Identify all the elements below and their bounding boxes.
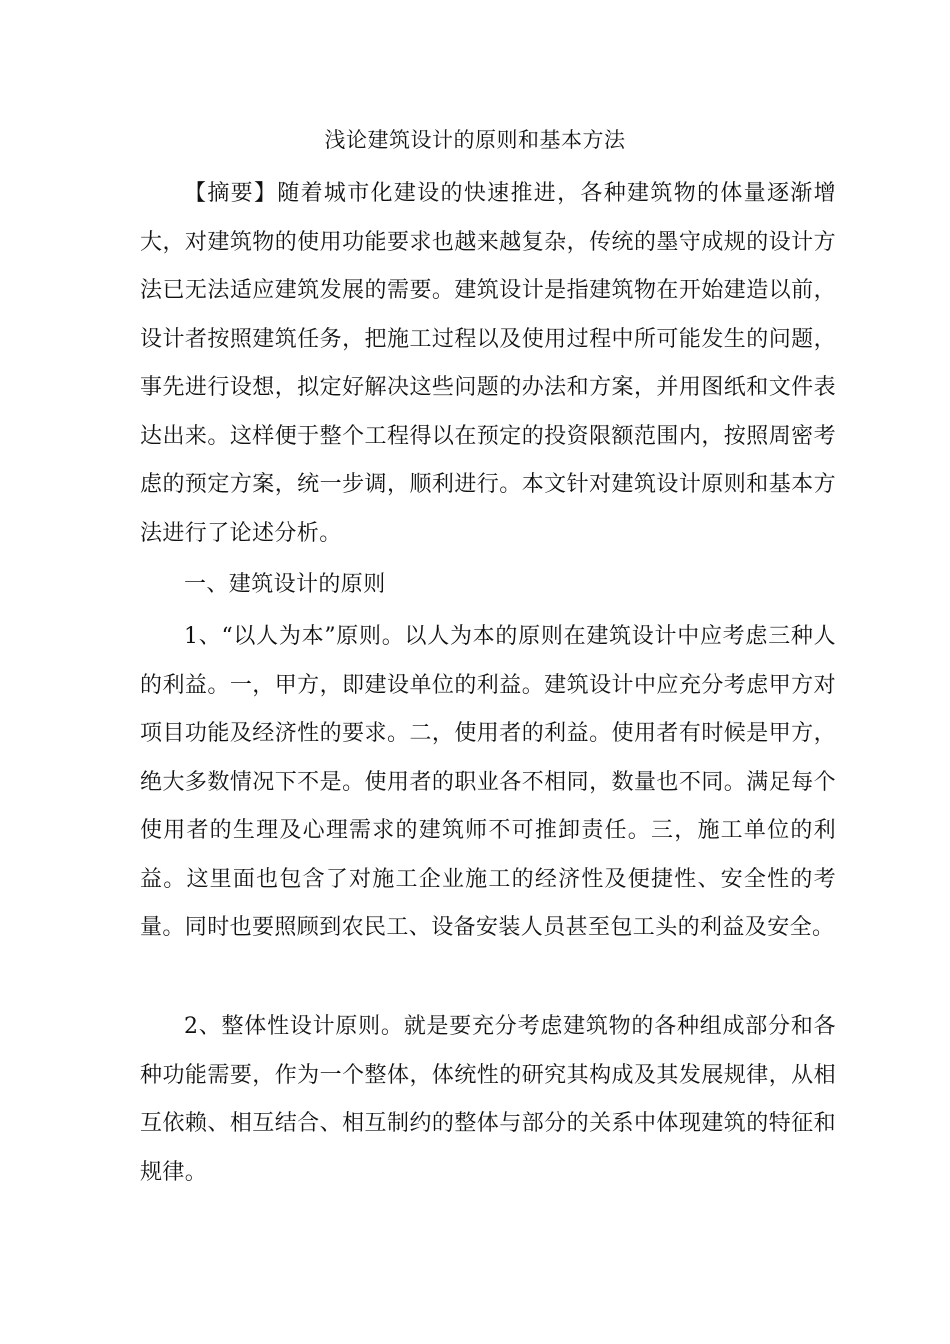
abstract-paragraph: 【摘要】随着城市化建设的快速推进，各种建筑物的体量逐渐增大，对建筑物的使用功能要求也越来越复杂，传统的墨守成规的设计方法已无法适应建筑发展的需要。建筑设计是指建筑物在开始建造以前，设计者按照建筑任务，把施工过程以及使用过程中所可能发生的问题，事先进行设想，拟定好解决这些问题的办法和方案，并用图纸和文件表达出来。这样便于整个工程得以在预定的投资限额范围内，按照周密考虑的预定方案，统一步调，顺利进行。本文针对建筑设计原则和基本方法进行了论述分析。 bbox=[140, 181, 836, 546]
document-title: 浅论建筑设计的原则和基本方法 bbox=[324, 128, 626, 152]
section-heading-principles: 一、建筑设计的原则 bbox=[184, 572, 386, 597]
principle-2-paragraph: 2、整体性设计原则。就是要充分考虑建筑物的各种组成部分和各种功能需要，作为一个整体，体统性的研究其构成及其发展规律，从相互依赖、相互结合、相互制约的整体与部分的关系中体现建筑的特征和规律。 bbox=[140, 1014, 836, 1185]
principle-1-paragraph: 1、“以人为本”原则。以人为本的原则在建筑设计中应考虑三种人的利益。一，甲方，即建设单位的利益。建筑设计中应充分考虑甲方对项目功能及经济性的要求。二，使用者的利益。使用者有时候是甲方，绝大多数情况下不是。使用者的职业各不相同，数量也不同。满足每个使用者的生理及心理需求的建筑师不可推卸责任。三，施工单位的利益。这里面也包含了对施工企业施工的经济性及便捷性、安全性的考量。同时也要照顾到农民工、设备安装人员甚至包工头的利益及安全。 bbox=[140, 624, 836, 940]
